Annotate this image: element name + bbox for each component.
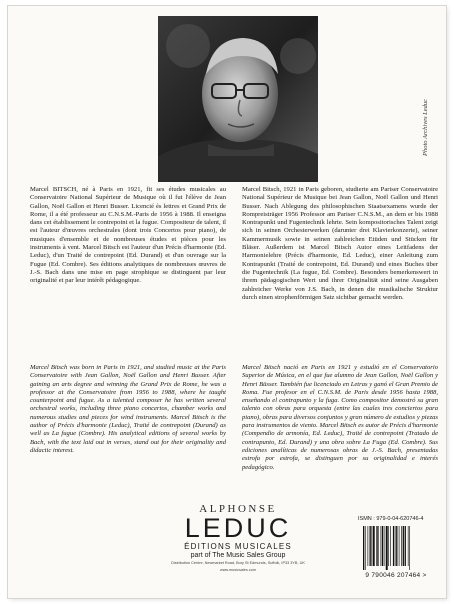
barcode-bar	[390, 526, 391, 566]
biography-french: Marcel BITSCH, né à Paris en 1921, fit ses études musicales au Conservatoire National Supérieur de Musique où il fut l'élève de Jean Gallon, Noël Gallon et Henri Busser. Licencié ès lettres et Grand Prix de Rome, il a été professeur au C.N.S.M.-Paris de 1956 à 1988. Il enseigna dans cet établissement le contrepoint et la fugue. Compositeur de talent, il est l'auteur d'œuvres orchestrales (dont trois Concertos pour piano), de musiques d'ensemble et de nombreuses études et pièces pour les instruments à vent. Marcel Bitsch est l'auteur d'un Précis d'harmonie (Ed. Leduc), d'un Traité de contrepoint (Ed. Durand) et d'un ouvrage sur la Fugue (Ed. Combre). Ses éditions analytiques de nombreuses œuvres de J.-S. Bach dans une mise en page strophique se distinguent par leur originalité et par leur intérêt pédagogique.	[30, 186, 226, 285]
barcode-bar	[363, 526, 364, 570]
barcode-bar	[373, 526, 375, 566]
barcode-bar	[408, 526, 409, 566]
barcode-bar	[384, 526, 385, 566]
publisher-line-alphonse: ALPHONSE	[199, 503, 277, 515]
barcode-bar	[403, 526, 404, 566]
barcode-bar	[393, 526, 394, 566]
publisher-address: Distribution Centre, Newmarket Road, Bury St Edmunds, Suffolk, IP33 3YB, UK	[171, 561, 305, 565]
barcode-bar	[382, 526, 383, 566]
barcode-bar	[365, 526, 366, 570]
barcode-bar	[370, 526, 371, 566]
barcode-bar	[368, 526, 369, 566]
barcode-bar	[396, 526, 397, 566]
barcode-bar	[409, 526, 410, 570]
photo-credit: Photo Archives Leduc	[422, 98, 429, 156]
barcode-digits: 9 790046 207464 >	[365, 572, 427, 579]
portrait-illustration	[158, 16, 318, 182]
barcode-bar	[395, 526, 396, 566]
barcode-graphic	[362, 526, 432, 570]
barcode-bar	[401, 526, 402, 566]
barcode-bar	[405, 526, 406, 566]
publisher-logo	[158, 503, 318, 573]
barcode-bar	[381, 526, 382, 566]
biography-spanish: Marcel Bitsch nació en Paris en 1921 y estudió en el Conservatorio Superior de Música, en el que fue alumno de Jean Gallon, Noël Gallon y Henri Büsser. También fue licenciado en Letras y ganó el Gran Premio de Roma. Fue profesor en el C.N.S.M. de Paris desde 1956 hasta 1988, enseñando el contrapunto y la fuga. Como compositor demostró su gran talento con obras para orquesta (entre las cuales tres conciertos para piano), obras para diversos conjuntos y gran número de estudios y piezas para instrumentos de viento. Marcel Bitsch es autor de Précis d'harmonie (Compendio de armonía, Ed. Leduc), Traité de contrepoint (Tratado de contrapunto, Ed. Durand) y una obra sobre La Fuga (Ed. Combre). Sus ediciones analíticas de numerosas obras de J.-S. Bach, presentadas estrofa por estrofa, se distinguen por su originalidad e interés pedagógico.	[242, 364, 438, 471]
barcode-bar	[371, 526, 372, 566]
biography-english: Marcel Bitsch was born in Paris in 1921, and studied music at the Paris Conservatoire with Jean Gallon, Noël Gallon and Henri Busser. After gaining an arts degree and winning the Grand Prix de Rome, he was a professor at the Conservatoire from 1956 to 1988, where he taught counterpoint and fugue. As a talented composer he has written several orchestral works, including three piano concertos, chamber works and numerous studies and pieces for wind instruments. Marcel Bitsch is the author of Précis d'harmonie (Leduc), Traité de contrepoint (Durand) as well as La fugue (Combre). His analytical editions of several works by Bach, with the text laid out in verses, stand out for their originality and didactic interest.	[30, 364, 226, 454]
barcode-bar	[388, 526, 389, 566]
biography-german: Marcel Bitsch, 1921 in Paris geboren, studierte am Pariser Conservatoire National Supérieur de Musique bei Jean Gallon, Noël Gallon und Henri Busser. Nach Ablegung des philosophischen Staatsexamens wurde der Rompreisträger 1956 Professor am Pariser C.N.S.M., an dem er bis 1988 Kontrapunkt und Fugentechnik lehrte. Sein kompositorisches Talent zeigt sich in seinen Orchesterwerken (darunter drei Klavierkonzerte), seiner Kammermusik sowie in seinen zahlreichen Etüden und Stücken für Bläser. Außerdem ist Marcel Bitsch Autor eines Leitfadens der Harmonielehre (Précis d'harmonie, Ed. Leduc), einer Anleitung zum Kontrapunkt (Traité de contrepoint, Ed. Durand) und eines Buches über die Fugentechnik (La fugue, Ed. Combre). Besonders bemerkenswert in ihrem pädagogischen Wert und ihrer Originalität sind seine Ausgaben zahlreicher Werke von J.S. Bach, in denen die musikalische Struktur durch einen strophenförmigen Satz sichtbar gemacht werden.	[242, 186, 438, 301]
publisher-line-editions: ÉDITIONS MUSICALES	[184, 542, 292, 551]
back-cover	[8, 6, 446, 598]
barcode-bar	[399, 526, 400, 566]
ismn-number: ISMN : 979-0-04-620746-4	[358, 516, 424, 522]
publisher-line-leduc: LEDUC	[184, 513, 292, 543]
composer-portrait-photo	[158, 16, 318, 182]
publisher-group-line: part of The Music Sales Group	[190, 552, 286, 559]
publisher-website: www.musicsales.com	[219, 568, 257, 572]
barcode-bar	[376, 526, 377, 566]
barcode-bar	[377, 526, 378, 566]
barcode-bar	[386, 526, 388, 570]
